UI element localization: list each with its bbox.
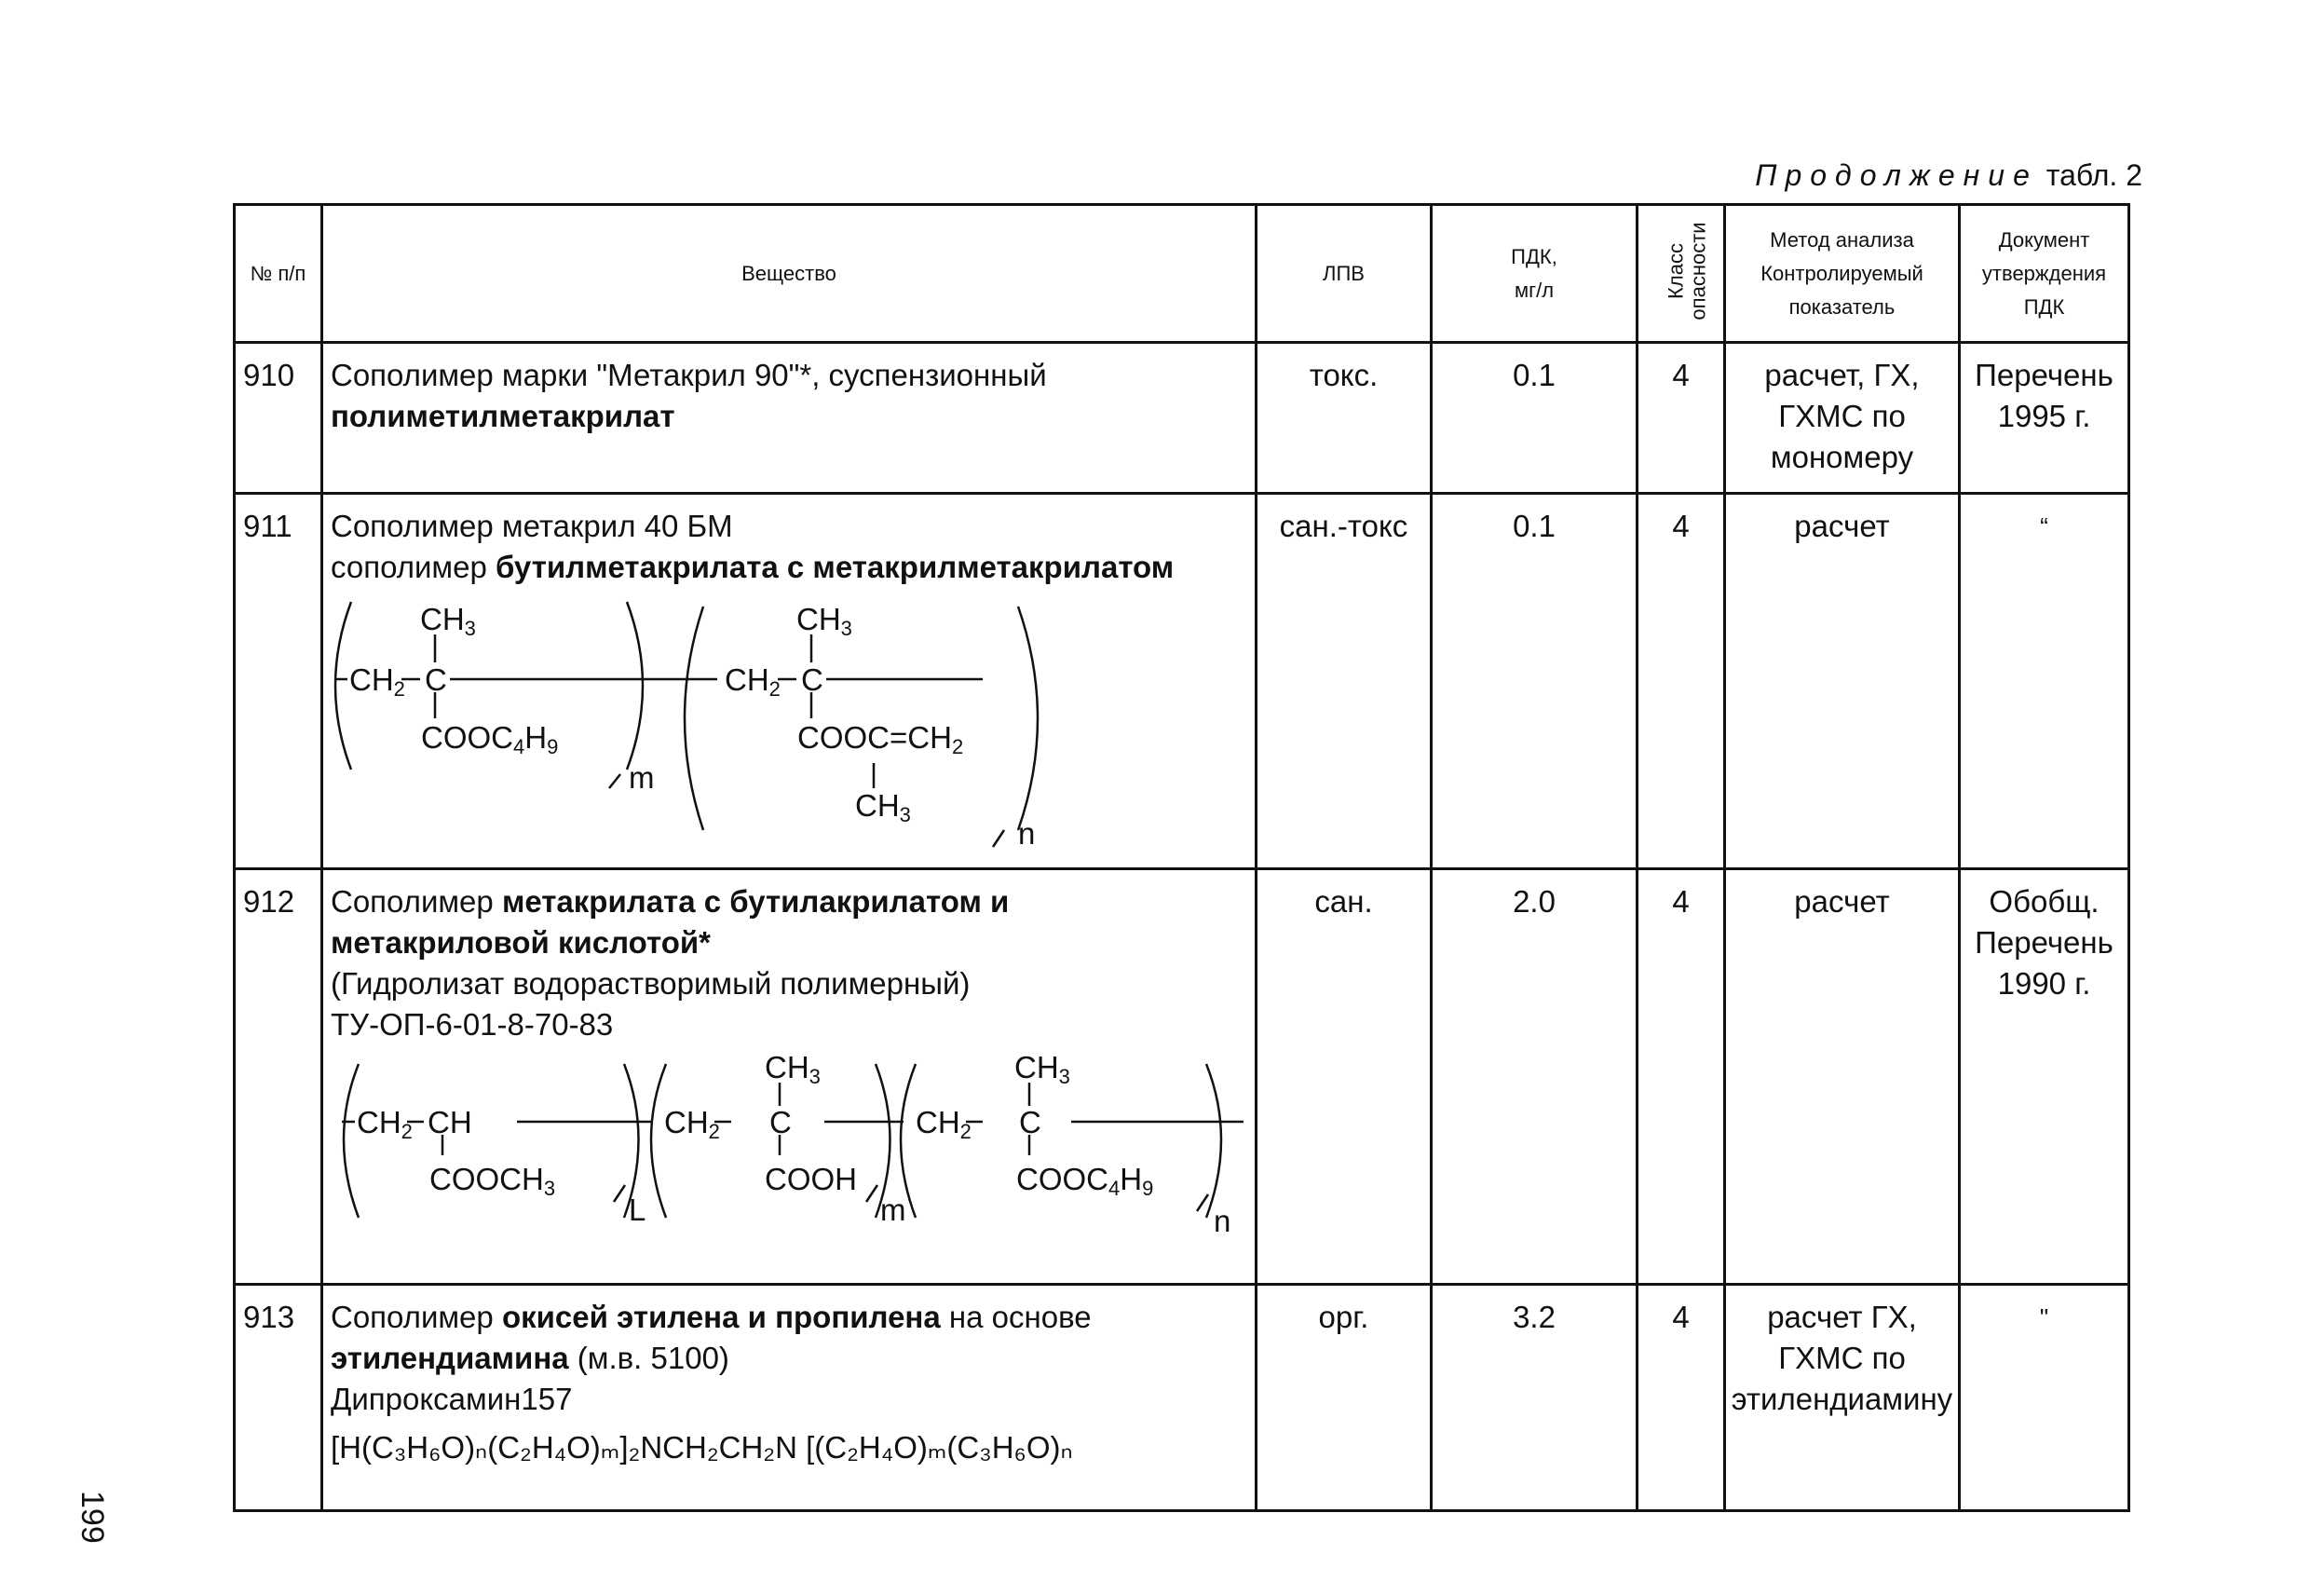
header-pdk-line1: ПДК,	[1511, 244, 1557, 268]
cell-line: этилендиамину	[1731, 1382, 1953, 1416]
continuation-rest: табл. 2	[2045, 158, 2142, 192]
row-method	[1725, 1285, 1960, 1511]
row-number: 910	[235, 343, 322, 494]
subscript-n: n	[1214, 1204, 1231, 1238]
header-doc-line1: Документ	[1998, 227, 2090, 252]
substance-line	[331, 1297, 1255, 1338]
substance-text: Сополимер марки "Метакрил 90"*, суспензионный	[331, 358, 1047, 392]
c-label-1: C	[425, 662, 447, 697]
structural-formula-912	[331, 1055, 1253, 1241]
ch2-label-c: CH2	[916, 1105, 972, 1143]
row-substance	[322, 343, 1257, 494]
paren-open-a	[344, 1064, 359, 1218]
slash-m	[609, 774, 620, 788]
substance-line	[331, 547, 1255, 588]
ester-label-c: COOC4H9	[1016, 1162, 1154, 1200]
subscript-m: m	[880, 1193, 906, 1227]
row-doc	[1960, 869, 2129, 1285]
substance-text-bold: метакриловой кислотой*	[331, 925, 711, 960]
slash-L	[614, 1185, 625, 1202]
cell-line: Перечень	[1975, 358, 2113, 392]
substance-lines	[331, 881, 1255, 1045]
header-doc-line2: утверждения	[1981, 261, 2107, 285]
header-class	[1638, 205, 1725, 343]
substance-line	[331, 506, 1255, 547]
subscript-L: L	[629, 1193, 646, 1227]
cell-line: ГХМС по	[1778, 1341, 1906, 1375]
table-row	[235, 343, 2129, 494]
continuation-label	[1677, 158, 2142, 193]
c-label-b: C	[769, 1105, 792, 1139]
page-number: 199	[75, 1491, 110, 1544]
substance-line	[331, 1338, 1255, 1379]
header-num: № п/п	[235, 205, 322, 343]
row-method	[1725, 343, 1960, 494]
substance-lines	[331, 355, 1255, 437]
structural-formula-911	[331, 597, 1057, 849]
row-method	[1725, 869, 1960, 1285]
ch2-label-b: CH2	[664, 1105, 720, 1143]
ch3-label-1: CH3	[420, 602, 476, 640]
cell-line: расчет ГХ,	[1767, 1300, 1917, 1334]
substance-line	[331, 881, 1255, 922]
row-method	[1725, 494, 1960, 869]
header-method-line3: показатель	[1788, 294, 1896, 319]
continuation-italic: Продолжение	[1755, 158, 2038, 192]
row-lpv: сан.	[1257, 869, 1432, 1285]
substance-line	[331, 922, 1255, 963]
substance-text-bold: метакрилата с бутилакрилатом и	[501, 884, 1010, 919]
header-doc-line3: ПДК	[2023, 294, 2065, 319]
table-row	[235, 494, 2129, 869]
row-doc	[1960, 1285, 2129, 1511]
ch2-label-2: CH2	[725, 662, 781, 701]
method-lines	[1726, 506, 1958, 547]
c-label-c: C	[1019, 1105, 1041, 1139]
ch3-label-2: CH3	[796, 602, 852, 640]
header-substance: Вещество	[322, 205, 1257, 343]
substance-text: сополимер	[331, 550, 496, 584]
substance-text: (м.в. 5100)	[568, 1341, 729, 1375]
substance-text: Дипроксамин157	[331, 1382, 573, 1416]
row-doc	[1960, 494, 2129, 869]
header-row	[235, 205, 2129, 343]
row-class: 4	[1638, 343, 1725, 494]
substances-table	[233, 203, 2130, 1512]
row-lpv: орг.	[1257, 1285, 1432, 1511]
doc-lines	[1961, 1297, 2127, 1338]
header-class-line1: Класс	[1664, 242, 1688, 299]
row-class: 4	[1638, 869, 1725, 1285]
ch3-label-3: CH3	[855, 788, 911, 826]
substance-text: Сополимер	[331, 884, 502, 919]
paren-close-2	[1018, 607, 1038, 830]
substance-line	[331, 1379, 1255, 1420]
ester-label-1: COOC4H9	[421, 720, 559, 758]
table-row	[235, 1285, 2129, 1511]
row-pdk: 2.0	[1432, 869, 1638, 1285]
row-class: 4	[1638, 494, 1725, 869]
subscript-n: n	[1018, 816, 1036, 849]
row-lpv: сан.-токс	[1257, 494, 1432, 869]
header-method-line1: Метод анализа	[1770, 227, 1914, 252]
slash-n	[993, 830, 1004, 847]
substance-line	[331, 355, 1255, 396]
doc-lines	[1961, 881, 2127, 1004]
row-class: 4	[1638, 1285, 1725, 1511]
header-pdk	[1432, 205, 1638, 343]
ester-label-a: COOCH3	[429, 1162, 556, 1200]
method-lines	[1726, 355, 1958, 478]
header-method	[1725, 205, 1960, 343]
slash-m	[866, 1185, 877, 1202]
cell-line: 1995 г.	[1997, 399, 2091, 433]
slash-n	[1197, 1194, 1208, 1211]
substance-lines	[331, 1297, 1255, 1420]
substance-line	[331, 1004, 1255, 1045]
row-number: 911	[235, 494, 322, 869]
row-pdk: 3.2	[1432, 1285, 1638, 1511]
substance-text: на основе	[940, 1300, 1092, 1334]
cell-line: расчет, ГХ,	[1764, 358, 1920, 392]
paren-open-b	[651, 1064, 666, 1218]
ch3-label-b: CH3	[765, 1055, 821, 1088]
acid-label-b: COOH	[765, 1162, 857, 1196]
row-number: 912	[235, 869, 322, 1285]
row-substance	[322, 494, 1257, 869]
substance-text: (Гидролизат водорастворимый полимерный)	[331, 966, 971, 1001]
cell-line: Обобщ.	[1989, 884, 2100, 919]
ch2-label-1: CH2	[349, 662, 405, 701]
paren-close-c	[1206, 1064, 1221, 1218]
row-number: 913	[235, 1285, 322, 1511]
method-lines	[1726, 1297, 1958, 1420]
ch-label-a: CH	[428, 1105, 472, 1139]
row-substance	[322, 1285, 1257, 1511]
doc-lines	[1961, 506, 2127, 547]
cell-line: ГХМС по	[1778, 399, 1906, 433]
substance-line	[331, 396, 1255, 437]
cell-line: Перечень	[1975, 925, 2113, 960]
paren-open-2	[685, 607, 703, 830]
ch3-label-c: CH3	[1014, 1055, 1070, 1088]
cell-line: мономеру	[1770, 440, 1914, 474]
header-pdk-line2: мг/л	[1514, 278, 1555, 302]
cell-line: 1990 г.	[1997, 966, 2091, 1001]
substance-text-bold: окисей этилена и пропилена	[501, 1300, 941, 1334]
header-doc	[1960, 205, 2129, 343]
cell-line: “	[2040, 512, 2048, 540]
formula-913: [H(C₃H₆O)ₙ(C₂H₄O)ₘ]₂NCH₂CH₂N [(C₂H₄O)ₘ(C₃H₆O)ₙ	[331, 1430, 1073, 1465]
ester-label-2: COOC=CH2	[797, 720, 964, 758]
substance-text: ТУ-ОП-6-01-8-70-83	[331, 1007, 614, 1042]
header-class-line2: опасности	[1686, 221, 1710, 320]
table-row	[235, 869, 2129, 1285]
c-label-2: C	[801, 662, 823, 697]
substance-lines	[331, 506, 1255, 588]
substance-text-bold: этилендиамина	[331, 1341, 569, 1375]
method-lines	[1726, 881, 1958, 922]
substance-text: Сополимер метакрил 40 БМ	[331, 509, 733, 543]
header-method-line2: Контролируемый	[1760, 261, 1923, 285]
row-substance	[322, 869, 1257, 1285]
header-class-rotated	[1665, 222, 1710, 320]
subscript-m: m	[629, 760, 655, 795]
cell-line: расчет	[1794, 509, 1890, 543]
row-doc	[1960, 343, 2129, 494]
cell-line: "	[2039, 1303, 2049, 1331]
cell-line: расчет	[1794, 884, 1890, 919]
substance-text: Сополимер	[331, 1300, 502, 1334]
ch2-label-a: CH2	[357, 1105, 413, 1143]
row-pdk: 0.1	[1432, 343, 1638, 494]
substance-text-bold: полиметилметакрилат	[331, 399, 675, 433]
paren-close-1	[627, 602, 643, 770]
substance-text-bold: бутилметакрилата с метакрилметакрилатом	[495, 550, 1175, 584]
doc-lines	[1961, 355, 2127, 437]
row-pdk: 0.1	[1432, 494, 1638, 869]
header-lpv: ЛПВ	[1257, 205, 1432, 343]
row-lpv: токс.	[1257, 343, 1432, 494]
substance-line	[331, 963, 1255, 1004]
